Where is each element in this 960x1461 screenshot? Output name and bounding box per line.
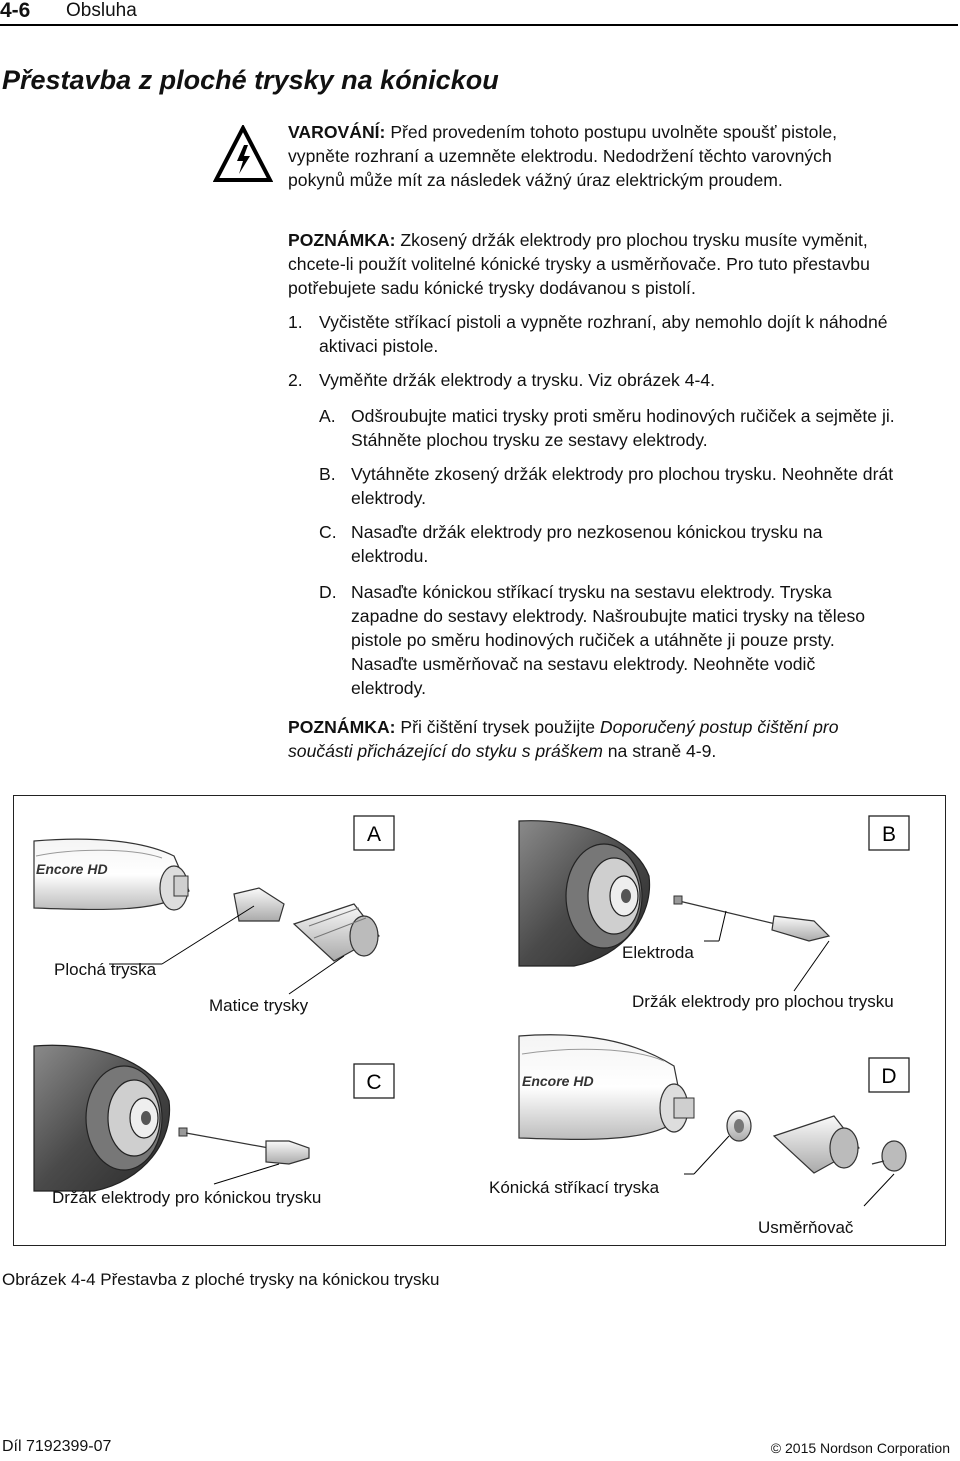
- leader-line: [289, 956, 344, 994]
- figure-frame: [13, 795, 946, 1246]
- substep-line: pistole po směru hodinových ručiček a utáhněte ji pouze prsty.: [351, 630, 835, 650]
- cleaning-procedure-link[interactable]: Doporučený postup čištění pro: [599, 717, 839, 737]
- leader-line: [719, 911, 726, 941]
- step-number: 1.: [288, 312, 303, 332]
- substep-line: zapadne do sestavy elektrody. Našroubujte matici trysky na těleso: [351, 606, 866, 626]
- note-line: Zkosený držák elektrody pro plochou trysku musíte vyměnit,: [400, 230, 868, 250]
- flat-electrode-holder-part: [772, 916, 829, 941]
- panel-letter: B: [881, 823, 897, 846]
- figure-caption: Obrázek 4-4 Přestavba z ploché trysky na kónickou trysku: [2, 1270, 440, 1289]
- leader-line: [162, 906, 254, 964]
- electrode-part: [674, 896, 784, 926]
- substep-text: [351, 462, 893, 510]
- page-title: Přestavba z ploché trysky na kónickou: [2, 65, 499, 95]
- substep-line: elektrody.: [351, 678, 426, 698]
- label-electrode: Elektroda: [622, 943, 694, 962]
- note-block: [288, 228, 870, 300]
- gun-side-view-a: [34, 839, 189, 910]
- panel-letter: D: [881, 1065, 897, 1088]
- page-number: 4-6: [0, 0, 31, 22]
- conical-nozzle-part: [727, 1111, 751, 1141]
- note-line: potřebujete sadu kónické trysky dodávanou s pistolí.: [288, 278, 696, 298]
- step-line: Vyčistěte stříkací pistoli a vypněte rozhraní, aby nemohlo dojít k náhodné: [319, 312, 888, 332]
- label-conical-electrode-holder: Držák elektrody pro kónickou trysku: [52, 1188, 322, 1207]
- label-conical-nozzle: Kónická stříkací tryska: [489, 1178, 660, 1197]
- substep-line: Vytáhněte zkosený držák elektrody pro plochou trysku. Neohněte drát: [351, 464, 894, 484]
- panel-letter: C: [366, 1071, 382, 1094]
- label-nozzle-nut: Matice trysky: [209, 996, 309, 1015]
- note-block: [288, 715, 839, 763]
- cleaning-procedure-link[interactable]: součásti přicházející do styku s práškem: [288, 741, 603, 761]
- part-number: Díl 7192399-07: [2, 1438, 112, 1455]
- leader-line: [864, 1174, 894, 1206]
- substep-text: [351, 580, 865, 700]
- substep-line: Odšroubujte matici trysky proti směru hodinových ručiček a sejměte ji.: [351, 406, 895, 426]
- panel-letter: A: [366, 823, 382, 846]
- copyright: © 2015 Nordson Corporation: [770, 1440, 950, 1456]
- nozzle-nut-part: [774, 1116, 859, 1173]
- warning-line: vypněte rozhraní a uzemněte elektrodu. Nedodržení těchto varovných: [288, 146, 832, 166]
- note-text: Při čištění trysek použijte: [400, 717, 595, 737]
- electrode-part: [179, 1128, 269, 1148]
- substep-line: Stáhněte plochou trysku ze sestavy elektrody.: [351, 430, 708, 450]
- leader-line: [694, 1136, 729, 1174]
- brand-mark: Encore HD: [522, 1073, 594, 1089]
- substep-line: Nasaďte kónickou stříkací trysku na sestavu elektrody. Tryska: [351, 582, 832, 602]
- substep-text: [351, 404, 895, 452]
- conical-electrode-holder-part: [266, 1141, 309, 1164]
- electric-shock-warning-icon: [213, 125, 273, 183]
- step-text: [319, 310, 888, 358]
- flat-nozzle-part: [234, 888, 284, 921]
- substep-letter: B.: [319, 464, 336, 484]
- substep-line: Nasaďte usměrňovač na sestavu elektrody. Neohněte vodič: [351, 654, 816, 674]
- nozzle-conversion-illustration: [14, 796, 944, 1244]
- substep-letter: C.: [319, 522, 337, 542]
- warning-line: pokynů může mít za následek vážný úraz elektrickým proudem.: [288, 170, 783, 190]
- warning-label: VAROVÁNÍ:: [288, 122, 386, 142]
- header-rule: [0, 24, 958, 26]
- step-line: aktivaci pistole.: [319, 336, 439, 356]
- warning-block: [288, 120, 837, 192]
- gun-side-view-d: [519, 1035, 694, 1140]
- note-label: POZNÁMKA:: [288, 717, 396, 737]
- nozzle-nut-part: [294, 904, 379, 961]
- label-flat-electrode-holder: Držák elektrody pro plochou trysku: [632, 992, 894, 1011]
- gun-front-view-c: [34, 1045, 170, 1191]
- note-label: POZNÁMKA:: [288, 230, 396, 250]
- note-line: chcete-li použít volitelné kónické trysky a usměrňovače. Pro tuto přestavbu: [288, 254, 870, 274]
- leader-line: [214, 1164, 279, 1184]
- step-number: 2.: [288, 370, 303, 390]
- substep-line: elektrodu.: [351, 546, 429, 566]
- brand-mark: Encore HD: [36, 861, 108, 877]
- substep-line: elektrody.: [351, 488, 426, 508]
- step-text: Vyměňte držák elektrody a trysku. Viz obrázek 4-4.: [319, 370, 716, 390]
- label-flat-nozzle: Plochá tryska: [54, 960, 157, 979]
- note-text: na straně 4-9.: [607, 741, 717, 761]
- substep-letter: D.: [319, 582, 337, 602]
- warning-line: Před provedením tohoto postupu uvolněte spoušť pistole,: [390, 122, 838, 142]
- leader-line: [794, 941, 829, 991]
- substep-letter: A.: [319, 406, 336, 426]
- substep-text: [351, 520, 822, 568]
- label-deflector: Usměrňovač: [758, 1218, 854, 1237]
- section-title: Obsluha: [66, 0, 137, 21]
- deflector-part: [872, 1141, 906, 1171]
- substep-line: Nasaďte držák elektrody pro nezkosenou kónickou trysku na: [351, 522, 823, 542]
